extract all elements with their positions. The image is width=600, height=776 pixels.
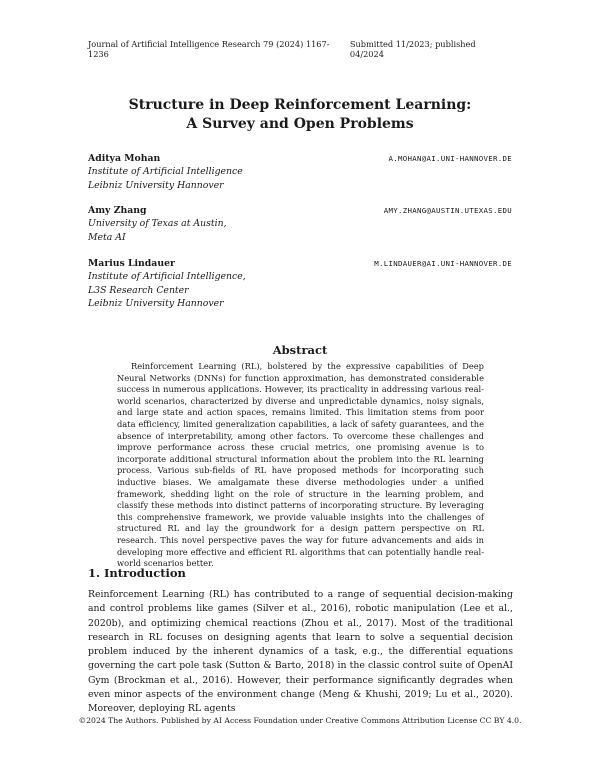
paper-title [0,96,600,134]
journal-citation: Journal of Artificial Intelligence Research 79 (2024) 1167-1236 [88,39,330,59]
abstract-heading: Abstract [272,343,328,357]
author-email[interactable]: A.MOHAN@AI.UNI-HANNOVER.DE [388,154,512,163]
introduction-text: Reinforcement Learning (RL) has contributed to a range of sequential decision-making and control problems like games (Silver et al., 2016), robotic manipulation (Lee et al., 2020b), and optimizing chemical reactions (Zhou et al., 2017). Most of the traditional research in RL focuses on designing agents that learn to solve a sequential decision problem induced by the inherent dynamics of a task, e.g., the differential equations governing the cart pole task (Sutton & Barto, 2018) in the classic control suite of OpenAI Gym (Brockman et al., 2016). However, their performance significantly degrades when even minor aspects of the environment change (Meng & Khushi, 2019; Lu et al., 2020). Moreover, deploying RL agents [88,589,513,715]
author-name: Aditya Mohan [88,153,161,164]
author-affiliation: Leibniz University Hannover [88,297,224,309]
license-footer: ©2024 The Authors. Published by AI Access Foundation under Creative Commons Attribution License CC BY 4.0. [78,716,522,725]
author-email[interactable]: AMY.ZHANG@AUSTIN.UTEXAS.EDU [383,206,512,215]
author-affiliation: University of Texas at Austin, [88,218,227,230]
submission-dates: Submitted 11/2023; published 04/2024 [349,39,476,59]
author-affiliation: L3S Research Center [88,284,189,296]
title-line-1: Structure in Deep Reinforcement Learning: [128,97,472,113]
author-name: Amy Zhang [88,205,147,216]
abstract-text: Reinforcement Learning (RL), bolstered by the expressive capabilities of Deep Neural Networks (DNNs) for function approximation, has demonstrated considerable success in numerous applications. However, its practicality in addressing various real-world scenarios, characterized by diverse and unpredictable dynamics, noisy signals, and large state and action spaces, remains limited. This limitation stems from poor data efficiency, limited generalization capabilities, a lack of safety guarantees, and the absence of interpretability, among other factors. To overcome these challenges and improve performance across these crucial metrics, one promising avenue is to incorporate additional structural information about the problem into the RL learning process. Various sub-fields of RL have proposed methods for incorporating such inductive biases. We amalgamate these diverse methodologies under a unified framework, shedding light on the role of structure in the learning problem, and classify these methods into distinct patterns of incorporating structure. By leveraging this comprehensive framework, we provide valuable insights into the challenges of structured RL and lay the groundwork for a design pattern perspective on RL research. This novel perspective paves the way for future advancements and aids in developing more effective and efficient RL algorithms that can potentially handle real-world scenarios better. [117,361,484,569]
author-name: Marius Lindauer [88,258,175,269]
title-line-2: A Survey and Open Problems [186,116,414,132]
author-affiliation: Institute of Artificial Intelligence, [88,271,246,283]
author-affiliation: Leibniz University Hannover [88,179,224,191]
author-block-1 [88,152,512,192]
author-affiliation: Institute of Artificial Intelligence [88,166,243,178]
author-affiliation: Meta AI [88,231,126,243]
author-email[interactable]: M.LINDAUER@AI.UNI-HANNOVER.DE [374,259,512,268]
author-block-3 [88,257,512,310]
running-header [88,39,512,59]
author-block-2 [88,204,512,244]
section-heading: 1. Introduction [88,566,186,580]
